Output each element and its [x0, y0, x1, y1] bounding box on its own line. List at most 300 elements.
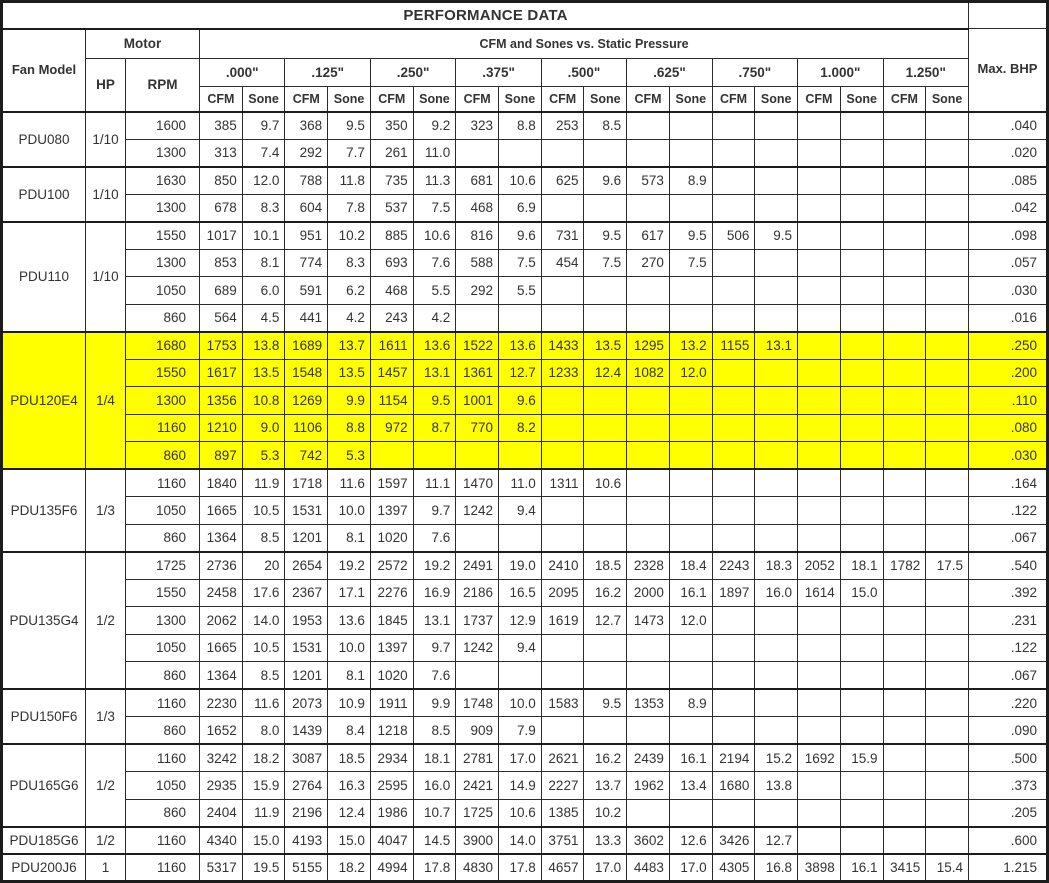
sone-cell: [755, 662, 798, 690]
cfm-cell: 1953: [285, 607, 328, 635]
max-bhp-cell: .098: [969, 222, 1048, 250]
cfm-cell: [712, 414, 755, 442]
sone-cell: 11.9: [242, 469, 285, 497]
cfm-cell: 2243: [712, 552, 755, 580]
sone-cell: [840, 304, 883, 332]
table-row: [2, 139, 1048, 167]
cfm-cell: 1439: [285, 717, 328, 745]
cfm-cell: [883, 469, 926, 497]
cfm-subheader: CFM: [712, 87, 755, 112]
cfm-cell: 2934: [370, 744, 413, 772]
cfm-cell: 2421: [456, 772, 499, 800]
sone-cell: [669, 524, 712, 552]
cfm-cell: [541, 414, 584, 442]
sone-cell: 14.0: [242, 607, 285, 635]
sone-cell: [926, 579, 969, 607]
cfm-subheader: CFM: [883, 87, 926, 112]
sone-cell: 9.5: [755, 222, 798, 250]
sone-cell: [584, 387, 627, 415]
sone-cell: 8.8: [499, 112, 542, 140]
sone-cell: 11.1: [413, 469, 456, 497]
sone-cell: 19.0: [499, 552, 542, 580]
sone-cell: 18.5: [328, 744, 371, 772]
cfm-cell: 731: [541, 222, 584, 250]
sone-cell: 8.2: [499, 414, 542, 442]
table-row: [2, 29, 1048, 59]
max-bhp-cell: .540: [969, 552, 1048, 580]
sone-cell: [926, 332, 969, 360]
cfm-cell: 2194: [712, 744, 755, 772]
sone-cell: 15.0: [840, 579, 883, 607]
cfm-cell: [883, 524, 926, 552]
cfm-cell: 4340: [200, 827, 243, 855]
sone-cell: [499, 304, 542, 332]
sone-cell: [669, 717, 712, 745]
sone-cell: [926, 222, 969, 250]
cfm-cell: [712, 469, 755, 497]
cfm-cell: [541, 277, 584, 305]
cfm-cell: 1845: [370, 607, 413, 635]
cfm-cell: 1311: [541, 469, 584, 497]
cfm-cell: 1619: [541, 607, 584, 635]
cfm-cell: 689: [200, 277, 243, 305]
cfm-cell: 1680: [712, 772, 755, 800]
max-bhp-cell: .090: [969, 717, 1048, 745]
cfm-cell: [883, 194, 926, 222]
cfm-cell: 1597: [370, 469, 413, 497]
sone-cell: [584, 717, 627, 745]
cfm-cell: 1361: [456, 359, 499, 387]
cfm-cell: 4994: [370, 854, 413, 882]
cfm-cell: [627, 799, 670, 827]
cfm-cell: [798, 139, 841, 167]
cfm-cell: 2227: [541, 772, 584, 800]
sone-cell: 16.0: [413, 772, 456, 800]
cfm-subheader: CFM: [627, 87, 670, 112]
sone-cell: 9.5: [413, 387, 456, 415]
cfm-cell: [798, 442, 841, 470]
sone-cell: 4.5: [242, 304, 285, 332]
table-row: [2, 497, 1048, 525]
table-row: [2, 2, 1048, 29]
sone-cell: 13.5: [328, 359, 371, 387]
sone-cell: 14.5: [413, 827, 456, 855]
cfm-cell: [712, 442, 755, 470]
sone-cell: 8.1: [328, 524, 371, 552]
sone-cell: 12.4: [328, 799, 371, 827]
sone-cell: [840, 249, 883, 277]
cfm-cell: [712, 634, 755, 662]
sone-cell: 7.5: [413, 194, 456, 222]
table-row: [2, 469, 1048, 497]
rpm-cell: 1050: [126, 277, 200, 305]
cfm-cell: 1269: [285, 387, 328, 415]
cfm-cell: [627, 414, 670, 442]
sone-cell: 11.6: [242, 689, 285, 717]
cfm-cell: 2621: [541, 744, 584, 772]
cfm-cell: [627, 469, 670, 497]
cfm-cell: [883, 799, 926, 827]
sone-cell: 13.6: [499, 332, 542, 360]
cfm-cell: 468: [456, 194, 499, 222]
cfm-cell: 1611: [370, 332, 413, 360]
cfm-cell: 1473: [627, 607, 670, 635]
sone-cell: 11.8: [328, 167, 371, 195]
rpm-cell: 1300: [126, 139, 200, 167]
sone-cell: [669, 139, 712, 167]
cfm-cell: [798, 359, 841, 387]
cfm-cell: 2595: [370, 772, 413, 800]
sone-cell: [755, 112, 798, 140]
cfm-cell: [712, 607, 755, 635]
hp-cell: 1/3: [86, 469, 126, 552]
cfm-cell: 1356: [200, 387, 243, 415]
rpm-cell: 1680: [126, 332, 200, 360]
cfm-cell: 4305: [712, 854, 755, 882]
sone-cell: 8.0: [242, 717, 285, 745]
table-row: [2, 662, 1048, 690]
cfm-cell: 270: [627, 249, 670, 277]
cfm-cell: 1522: [456, 332, 499, 360]
cfm-cell: [883, 222, 926, 250]
cfm-cell: [798, 304, 841, 332]
table-row: [2, 304, 1048, 332]
rpm-cell: 1160: [126, 414, 200, 442]
sone-cell: [926, 634, 969, 662]
sone-cell: 9.7: [413, 634, 456, 662]
sone-cell: 8.9: [669, 167, 712, 195]
sone-cell: 11.0: [499, 469, 542, 497]
rpm-cell: 1550: [126, 579, 200, 607]
cfm-cell: 1583: [541, 689, 584, 717]
cfm-cell: 816: [456, 222, 499, 250]
cfm-cell: [456, 662, 499, 690]
cfm-cell: [627, 387, 670, 415]
table-row: [2, 442, 1048, 470]
sone-cell: [755, 359, 798, 387]
sone-cell: 12.7: [584, 607, 627, 635]
sone-cell: 13.1: [413, 607, 456, 635]
sone-cell: 10.0: [328, 634, 371, 662]
sone-cell: [926, 249, 969, 277]
sone-cell: 4.2: [413, 304, 456, 332]
sone-cell: [926, 717, 969, 745]
cfm-cell: [712, 112, 755, 140]
sone-cell: 11.9: [242, 799, 285, 827]
sone-cell: 16.9: [413, 579, 456, 607]
motor-header: Motor: [86, 29, 200, 59]
cfm-cell: 1017: [200, 222, 243, 250]
cfm-cell: [883, 139, 926, 167]
sone-cell: 8.5: [242, 524, 285, 552]
sone-cell: [584, 634, 627, 662]
cfm-cell: [712, 387, 755, 415]
sone-cell: 5.5: [413, 277, 456, 305]
sone-cell: 12.0: [669, 607, 712, 635]
sone-cell: [840, 387, 883, 415]
cfm-cell: [798, 689, 841, 717]
cfm-cell: 3242: [200, 744, 243, 772]
sone-cell: 8.1: [328, 662, 371, 690]
cfm-cell: [883, 607, 926, 635]
cfm-cell: 774: [285, 249, 328, 277]
cfm-cell: [712, 194, 755, 222]
sone-cell: 18.3: [755, 552, 798, 580]
cfm-cell: 3900: [456, 827, 499, 855]
sone-cell: 9.6: [584, 167, 627, 195]
cfm-cell: 313: [200, 139, 243, 167]
cfm-cell: 2439: [627, 744, 670, 772]
table-row: [2, 524, 1048, 552]
cfm-cell: 2095: [541, 579, 584, 607]
cfm-cell: 468: [370, 277, 413, 305]
cfm-cell: 1737: [456, 607, 499, 635]
sone-cell: 9.0: [242, 414, 285, 442]
cfm-cell: [712, 799, 755, 827]
rpm-cell: 860: [126, 717, 200, 745]
sone-cell: [669, 112, 712, 140]
sone-cell: 18.2: [328, 854, 371, 882]
fan-model-cell: PDU100: [2, 167, 86, 222]
sone-cell: [926, 387, 969, 415]
table-row: [2, 689, 1048, 717]
cfm-cell: [456, 524, 499, 552]
sone-cell: 12.7: [499, 359, 542, 387]
cfm-cell: [883, 304, 926, 332]
max-bhp-cell: .122: [969, 634, 1048, 662]
cfm-cell: 2052: [798, 552, 841, 580]
sone-cell: 16.1: [669, 579, 712, 607]
cfm-cell: [712, 689, 755, 717]
cfm-cell: 1201: [285, 662, 328, 690]
fan-model-cell: PDU150F6: [2, 689, 86, 744]
sone-cell: [584, 194, 627, 222]
hp-cell: 1/2: [86, 552, 126, 690]
cfm-cell: 3415: [883, 854, 926, 882]
sone-cell: [755, 167, 798, 195]
cfm-cell: 4483: [627, 854, 670, 882]
sone-cell: 13.3: [584, 827, 627, 855]
sone-cell: 10.2: [584, 799, 627, 827]
pressure-header-6: .750": [712, 59, 797, 87]
rpm-cell: 1300: [126, 387, 200, 415]
cfm-cell: 368: [285, 112, 328, 140]
cfm-cell: [627, 194, 670, 222]
cfm-cell: 2458: [200, 579, 243, 607]
cfm-sones-header: CFM and Sones vs. Static Pressure: [200, 29, 969, 59]
max-bhp-cell: .231: [969, 607, 1048, 635]
cfm-cell: [798, 112, 841, 140]
sone-cell: 15.0: [242, 827, 285, 855]
cfm-cell: 4830: [456, 854, 499, 882]
sone-cell: 12.0: [242, 167, 285, 195]
sone-cell: 9.7: [413, 497, 456, 525]
rpm-cell: 1160: [126, 469, 200, 497]
sone-cell: 13.8: [755, 772, 798, 800]
table-row: [2, 249, 1048, 277]
pressure-header-8: 1.250": [883, 59, 969, 87]
cfm-cell: 735: [370, 167, 413, 195]
sone-cell: [499, 139, 542, 167]
cfm-cell: 1689: [285, 332, 328, 360]
sone-cell: 10.6: [413, 222, 456, 250]
cfm-cell: 2062: [200, 607, 243, 635]
sone-cell: [584, 277, 627, 305]
cfm-cell: 2328: [627, 552, 670, 580]
cfm-cell: 1782: [883, 552, 926, 580]
cfm-cell: 3751: [541, 827, 584, 855]
max-bhp-cell: .057: [969, 249, 1048, 277]
sone-cell: 7.4: [242, 139, 285, 167]
cfm-cell: 2000: [627, 579, 670, 607]
max-bhp-cell: .500: [969, 744, 1048, 772]
sone-cell: 17.8: [499, 854, 542, 882]
pressure-header-5: .625": [627, 59, 712, 87]
cfm-cell: [627, 277, 670, 305]
cfm-cell: 454: [541, 249, 584, 277]
sone-cell: 17.0: [499, 744, 542, 772]
sone-cell: [926, 414, 969, 442]
sone-cell: [840, 277, 883, 305]
sone-cell: 18.4: [669, 552, 712, 580]
sone-cell: 5.5: [499, 277, 542, 305]
sone-cell: [926, 194, 969, 222]
cfm-cell: 2764: [285, 772, 328, 800]
sone-cell: 8.8: [328, 414, 371, 442]
sone-cell: 10.7: [413, 799, 456, 827]
cfm-cell: 2230: [200, 689, 243, 717]
cfm-cell: 1614: [798, 579, 841, 607]
cfm-cell: 951: [285, 222, 328, 250]
sone-cell: 6.2: [328, 277, 371, 305]
sone-cell: [926, 469, 969, 497]
table-row: [2, 332, 1048, 360]
sone-cell: [755, 139, 798, 167]
cfm-cell: 693: [370, 249, 413, 277]
sone-cell: 8.9: [669, 689, 712, 717]
sone-cell: [840, 332, 883, 360]
rpm-cell: 1550: [126, 222, 200, 250]
cfm-cell: 788: [285, 167, 328, 195]
max-bhp-cell: .164: [969, 469, 1048, 497]
cfm-cell: 350: [370, 112, 413, 140]
sone-cell: [926, 607, 969, 635]
sone-cell: [926, 139, 969, 167]
sone-cell: 9.9: [413, 689, 456, 717]
rpm-cell: 860: [126, 304, 200, 332]
sone-cell: [926, 497, 969, 525]
sone-cell: 8.4: [328, 717, 371, 745]
sone-subheader: Sone: [584, 87, 627, 112]
max-bhp-cell: .020: [969, 139, 1048, 167]
sone-cell: [840, 442, 883, 470]
max-bhp-cell: .373: [969, 772, 1048, 800]
sone-cell: 9.4: [499, 634, 542, 662]
sone-cell: 13.8: [242, 332, 285, 360]
hp-cell: 1/10: [86, 167, 126, 222]
pressure-header-0: .000": [200, 59, 285, 87]
cfm-cell: 1154: [370, 387, 413, 415]
cfm-cell: 1210: [200, 414, 243, 442]
rpm-cell: 1550: [126, 359, 200, 387]
sone-cell: [669, 662, 712, 690]
sone-cell: [840, 799, 883, 827]
sone-cell: [926, 112, 969, 140]
sone-cell: 8.5: [242, 662, 285, 690]
sone-cell: 6.9: [499, 194, 542, 222]
cfm-cell: [798, 167, 841, 195]
cfm-cell: 2276: [370, 579, 413, 607]
sone-cell: [926, 167, 969, 195]
sone-cell: [584, 414, 627, 442]
sone-cell: 13.6: [413, 332, 456, 360]
sone-cell: [499, 662, 542, 690]
cfm-cell: [712, 359, 755, 387]
sone-cell: 9.5: [584, 222, 627, 250]
cfm-cell: 1364: [200, 524, 243, 552]
sone-cell: 10.0: [499, 689, 542, 717]
sone-cell: 5.3: [242, 442, 285, 470]
cfm-cell: [370, 442, 413, 470]
cfm-cell: 1962: [627, 772, 670, 800]
sone-cell: 11.6: [328, 469, 371, 497]
cfm-cell: 1397: [370, 634, 413, 662]
cfm-cell: 2736: [200, 552, 243, 580]
sone-cell: [840, 607, 883, 635]
cfm-cell: [798, 662, 841, 690]
rpm-cell: 860: [126, 442, 200, 470]
sone-subheader: Sone: [755, 87, 798, 112]
cfm-cell: [541, 524, 584, 552]
sone-cell: [926, 662, 969, 690]
cfm-cell: [712, 304, 755, 332]
cfm-cell: [712, 167, 755, 195]
cfm-cell: 853: [200, 249, 243, 277]
sone-cell: 7.5: [669, 249, 712, 277]
cfm-cell: 1242: [456, 634, 499, 662]
max-bhp-cell: .040: [969, 112, 1048, 140]
sone-cell: 16.0: [755, 579, 798, 607]
sone-cell: 15.9: [840, 744, 883, 772]
sone-cell: 13.1: [755, 332, 798, 360]
cfm-cell: 617: [627, 222, 670, 250]
sone-cell: 7.5: [584, 249, 627, 277]
sone-cell: 9.5: [669, 222, 712, 250]
sone-cell: 17.0: [584, 854, 627, 882]
cfm-cell: [627, 497, 670, 525]
sone-cell: 9.6: [499, 387, 542, 415]
sone-cell: 9.5: [584, 689, 627, 717]
table-row: [2, 772, 1048, 800]
sone-cell: 17.0: [669, 854, 712, 882]
table-row: [2, 607, 1048, 635]
cfm-cell: 897: [200, 442, 243, 470]
rpm-cell: 860: [126, 662, 200, 690]
cfm-cell: [798, 827, 841, 855]
cfm-cell: 253: [541, 112, 584, 140]
sone-cell: 10.5: [242, 634, 285, 662]
cfm-cell: 678: [200, 194, 243, 222]
sone-cell: 18.5: [584, 552, 627, 580]
sone-cell: 5.3: [328, 442, 371, 470]
sone-cell: 19.2: [413, 552, 456, 580]
cfm-cell: [798, 469, 841, 497]
cfm-cell: 2196: [285, 799, 328, 827]
cfm-cell: [798, 414, 841, 442]
cfm-cell: [798, 387, 841, 415]
sone-cell: [926, 359, 969, 387]
cfm-cell: [712, 524, 755, 552]
